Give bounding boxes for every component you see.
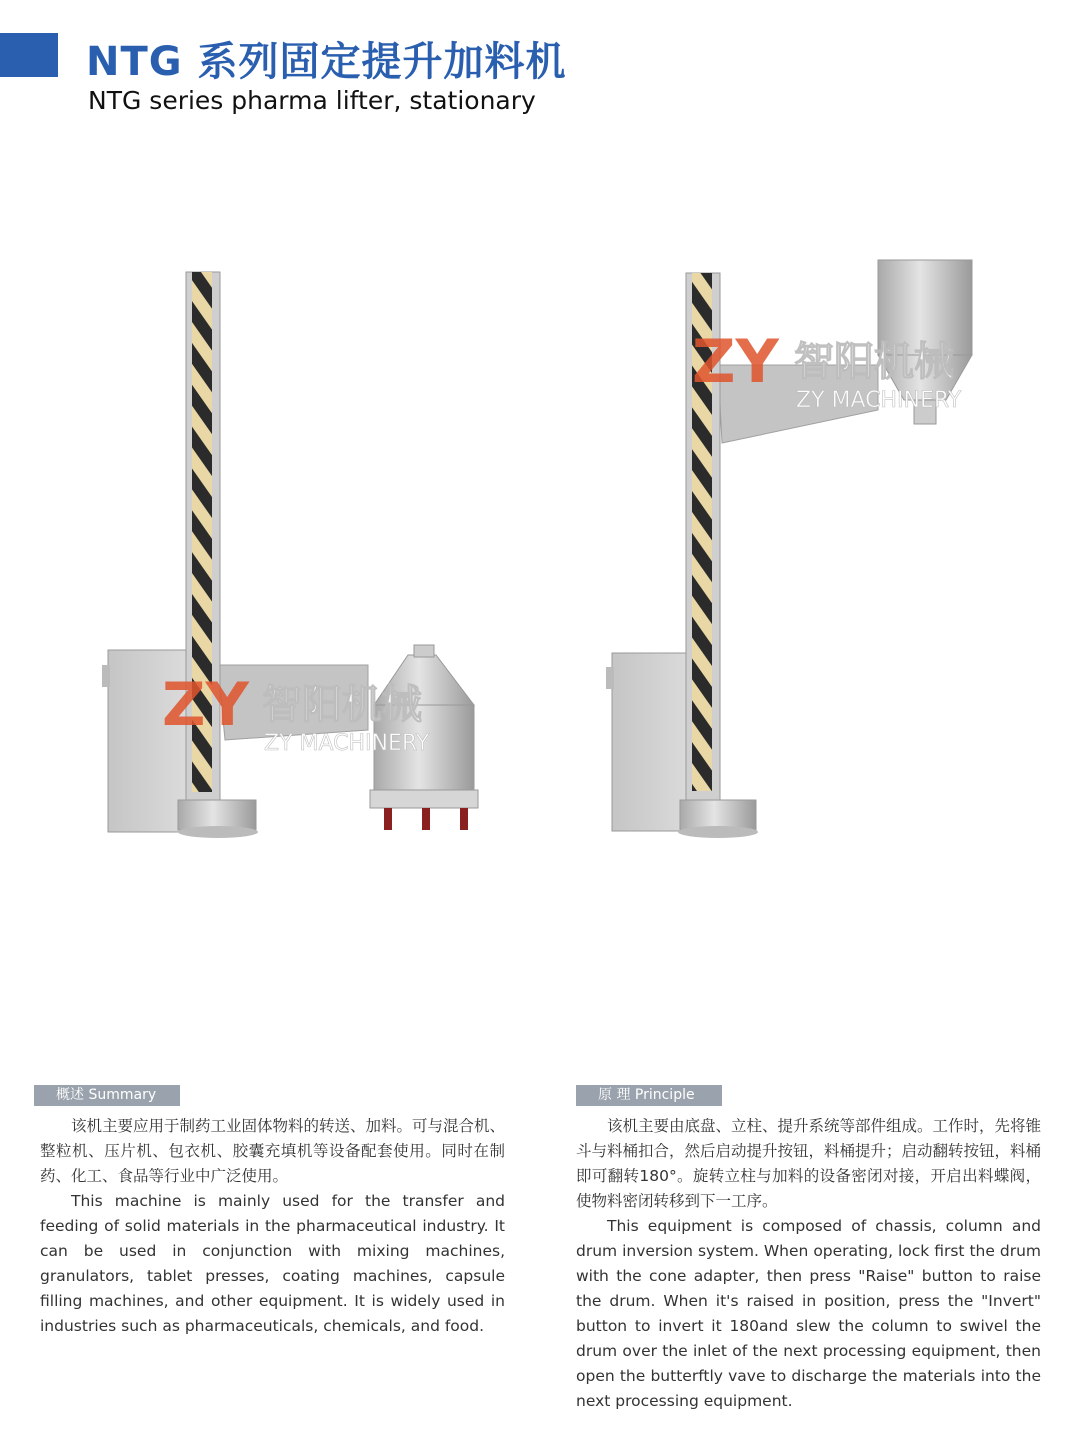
column-base [178, 800, 256, 830]
watermark-logo: ZY [162, 670, 249, 740]
caster [384, 808, 392, 830]
watermark-name-en: ZY MACHINERY [264, 731, 430, 756]
watermark-name-cn: 智阳机械 [262, 682, 422, 728]
lifter-figure-lowered [90, 260, 490, 850]
cabinet-handle [102, 665, 110, 687]
header-accent-block [0, 33, 58, 77]
principle-paragraph-en: This equipment is composed of chassis, column and drum inversion system. When operating, lock first the drum with the cone adapter, then press "Raise" button to raise the drum. When it's raised in position, press the "Invert" button to invert it 180and slew the column to swivel the drum over the inlet of the next processing equipment, then open the butterftly vave to discharge the materials into the next processing equipment. [576, 1217, 1041, 1410]
caster [460, 808, 468, 830]
summary-text [40, 1114, 505, 1339]
page-title-en: NTG series pharma lifter, stationary [88, 86, 536, 115]
column-base [680, 800, 756, 830]
drum-frame [370, 790, 478, 808]
watermark-name-en: ZY MACHINERY [796, 388, 962, 413]
watermark-logo: ZY [692, 327, 779, 397]
caster [422, 808, 430, 830]
watermark-name-cn: 智阳机械 [794, 339, 954, 385]
summary-label: 概述 Summary [34, 1085, 180, 1106]
lifter-figure-raised [600, 255, 1000, 850]
principle-text [576, 1114, 1041, 1414]
summary-paragraph-cn: 该机主要应用于制药工业固体物料的转送、加料。可与混合机、整粒机、压片机、包衣机、胶囊充填机等设备配套使用。同时在制药、化工、食品等行业中广泛使用。 [40, 1117, 506, 1185]
base-plate [678, 826, 758, 838]
principle-paragraph-cn: 该机主要由底盘、立柱、提升系统等部件组成。工作时，先将锥斗与料桶扣合，然后启动提升按钮，料桶提升；启动翻转按钮，料桶即可翻转180°。旋转立柱与加料的设备密闭对接，开启出料蝶阀，使物料密闭转移到下一工序。 [576, 1117, 1042, 1210]
principle-label: 原 理 Principle [576, 1085, 722, 1106]
summary-paragraph-en: This machine is mainly used for the transfer and feeding of solid materials in the pharmaceutical industry. It can be used in conjunction with mixing machines, granulators, tablet presses, coating machines, capsule filling machines, and other equipment. It is widely used in industries such as pharmaceuticals, chemicals, and food. [40, 1192, 505, 1335]
base-plate [178, 826, 258, 838]
page-title-cn: NTG 系列固定提升加料机 [86, 39, 567, 85]
drum-valve [414, 645, 434, 657]
cabinet-handle [606, 667, 614, 689]
